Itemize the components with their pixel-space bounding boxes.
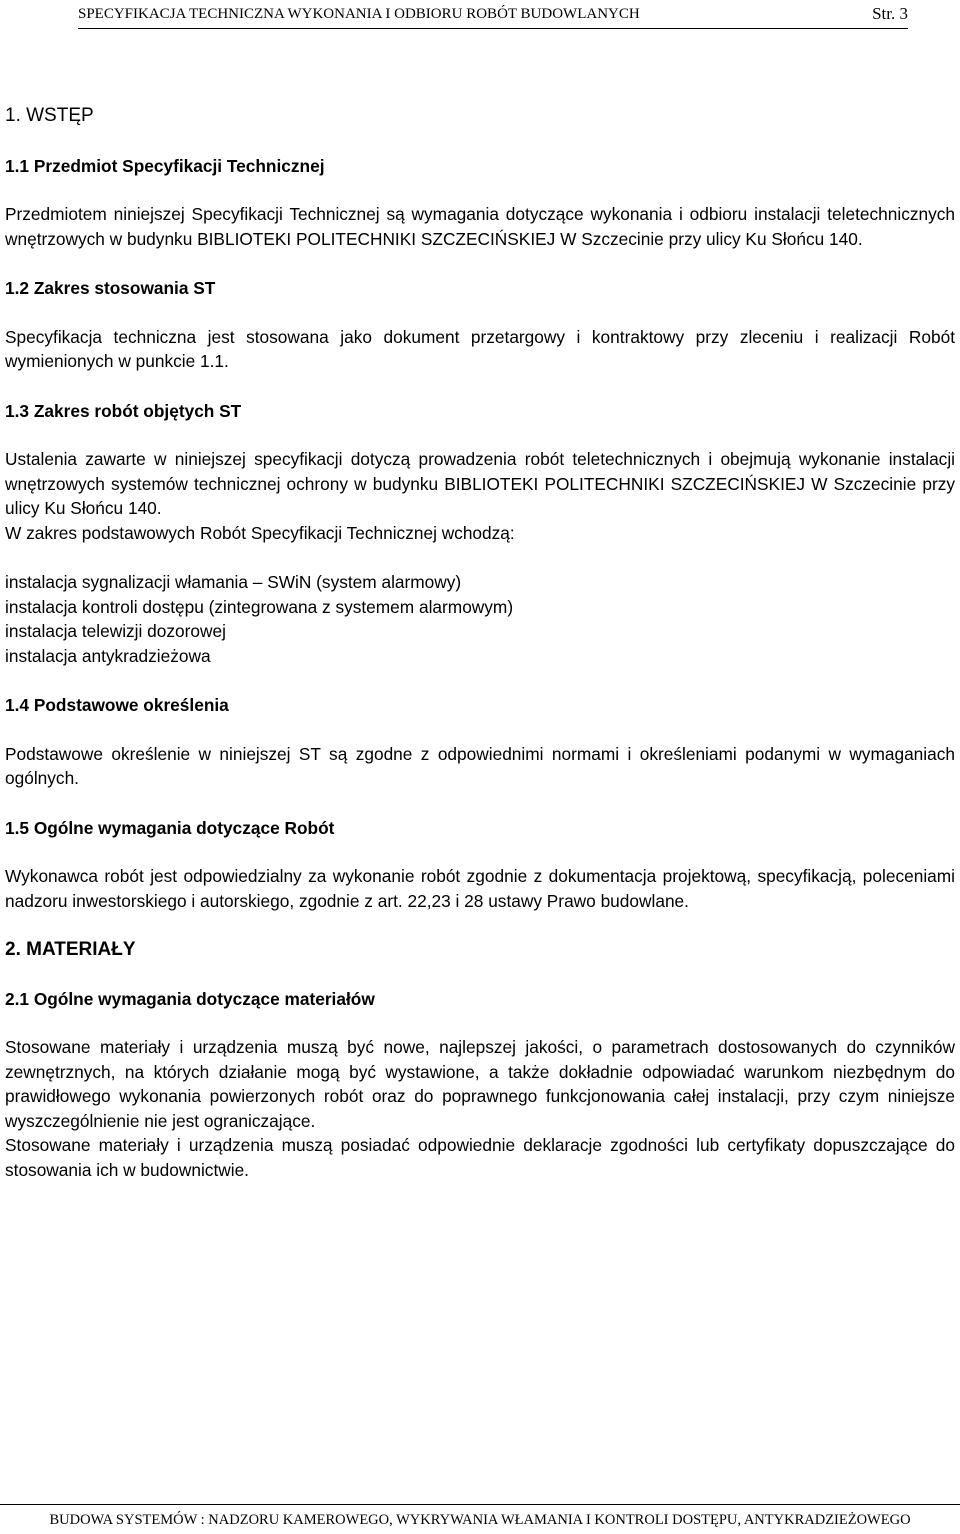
paragraph-1-4: Podstawowe określenie w niniejszej ST są zgodne z odpowiednimi normami i określeniami podanymi w wymaganiach ogólnych.	[5, 743, 955, 788]
section-heading-1-5: 1.5 Ogólne wymagania dotyczące Robót	[5, 817, 335, 838]
section-heading-2: 2. MATERIAŁY	[5, 939, 136, 960]
paragraph-1-5: Wykonawca robót jest odpowiedzialny za wykonanie robót zgodnie z dokumentacja projektową, specyfikacją, poleceniami nadzoru inwestorskiego i autorskiego, zgodnie z art. 22,23 i 28 ustawy Prawo budowlane.	[5, 866, 955, 911]
paragraph-2-1-a: Stosowane materiały i urządzenia muszą być nowe, najlepszej jakości, o parametrach dostosowanych do czynników zewnętrznych, na których działanie mogą być wystawione, a także dokładnie odpowiadać warunkom niezbędnym do prawidłowego wykonania powierzonych robót oraz do poprawnego funkcjonowania całej instalacji, przy czym niniejsze wyszczególnienie nie jest ograniczające.	[5, 1037, 955, 1131]
document-body	[5, 104, 955, 1207]
section-heading-1-3: 1.3 Zakres robót objętych ST	[5, 400, 242, 421]
header-rule	[78, 28, 908, 29]
section-heading-1-2: 1.2 Zakres stosowania ST	[5, 278, 216, 298]
paragraph-1-2: Specyfikacja techniczna jest stosowana jako dokument przetargowy i kontraktowy przy zleceniu i realizacji Robót wymienionych w punkcie 1.1.	[5, 326, 955, 371]
paragraph-1-3-b: W zakres podstawowych Robót Specyfikacji Technicznej wchodzą:	[5, 522, 515, 543]
paragraph-2-1-b: Stosowane materiały i urządzenia muszą posiadać odpowiednie deklaracje zgodności lub certyfikaty dopuszczające do stosowania ich w budownictwie.	[5, 1135, 955, 1180]
footer-text: BUDOWA SYSTEMÓW : NADZORU KAMEROWEGO, WYKRYWANIA WŁAMANIA I KONTROLI DOSTĘPU, ANTYKRADZIEŻOWEGO	[49, 1512, 911, 1528]
paragraph-1-3-a: Ustalenia zawarte w niniejszej specyfikacji dotyczą prowadzenia robót teletechnicznych i obejmują wykonanie instalacji wnętrzowych systemów technicznej ochrony w budynku BIBLIOTEKI POLITECHNIKI SZCZECIŃSKIEJ W Szczecinie przy ulicy Ku Słońcu 140.	[5, 449, 955, 518]
section-heading-2-1: 2.1 Ogólne wymagania dotyczące materiałów	[5, 988, 375, 1009]
header-title: SPECYFIKACJA TECHNICZNA WYKONANIA I ODBIORU ROBÓT BUDOWLANYCH	[78, 6, 640, 22]
section-heading-1-1: 1.1 Przedmiot Specyfikacji Technicznej	[5, 155, 325, 176]
page-number: Str. 3	[872, 4, 908, 23]
scope-list	[5, 570, 955, 668]
footer-rule	[0, 1504, 960, 1505]
list-item: instalacja antykradzieżowa	[5, 645, 211, 666]
list-item: instalacja sygnalizacji włamania – SWiN (system alarmowy)	[5, 572, 462, 592]
list-item: instalacja telewizji dozorowej	[5, 621, 226, 641]
section-heading-1: 1. WSTĘP	[5, 105, 94, 126]
list-item: instalacja kontroli dostępu (zintegrowana z systemem alarmowym)	[5, 596, 514, 617]
paragraph-1-1: Przedmiotem niniejszej Specyfikacji Technicznej są wymagania dotyczące wykonania i odbioru instalacji teletechnicznych wnętrzowych w budynku BIBLIOTEKI POLITECHNIKI SZCZECIŃSKIEJ W Szczecinie przy ulicy Ku Słońcu 140.	[5, 204, 955, 249]
section-heading-1-4: 1.4 Podstawowe określenia	[5, 695, 229, 715]
